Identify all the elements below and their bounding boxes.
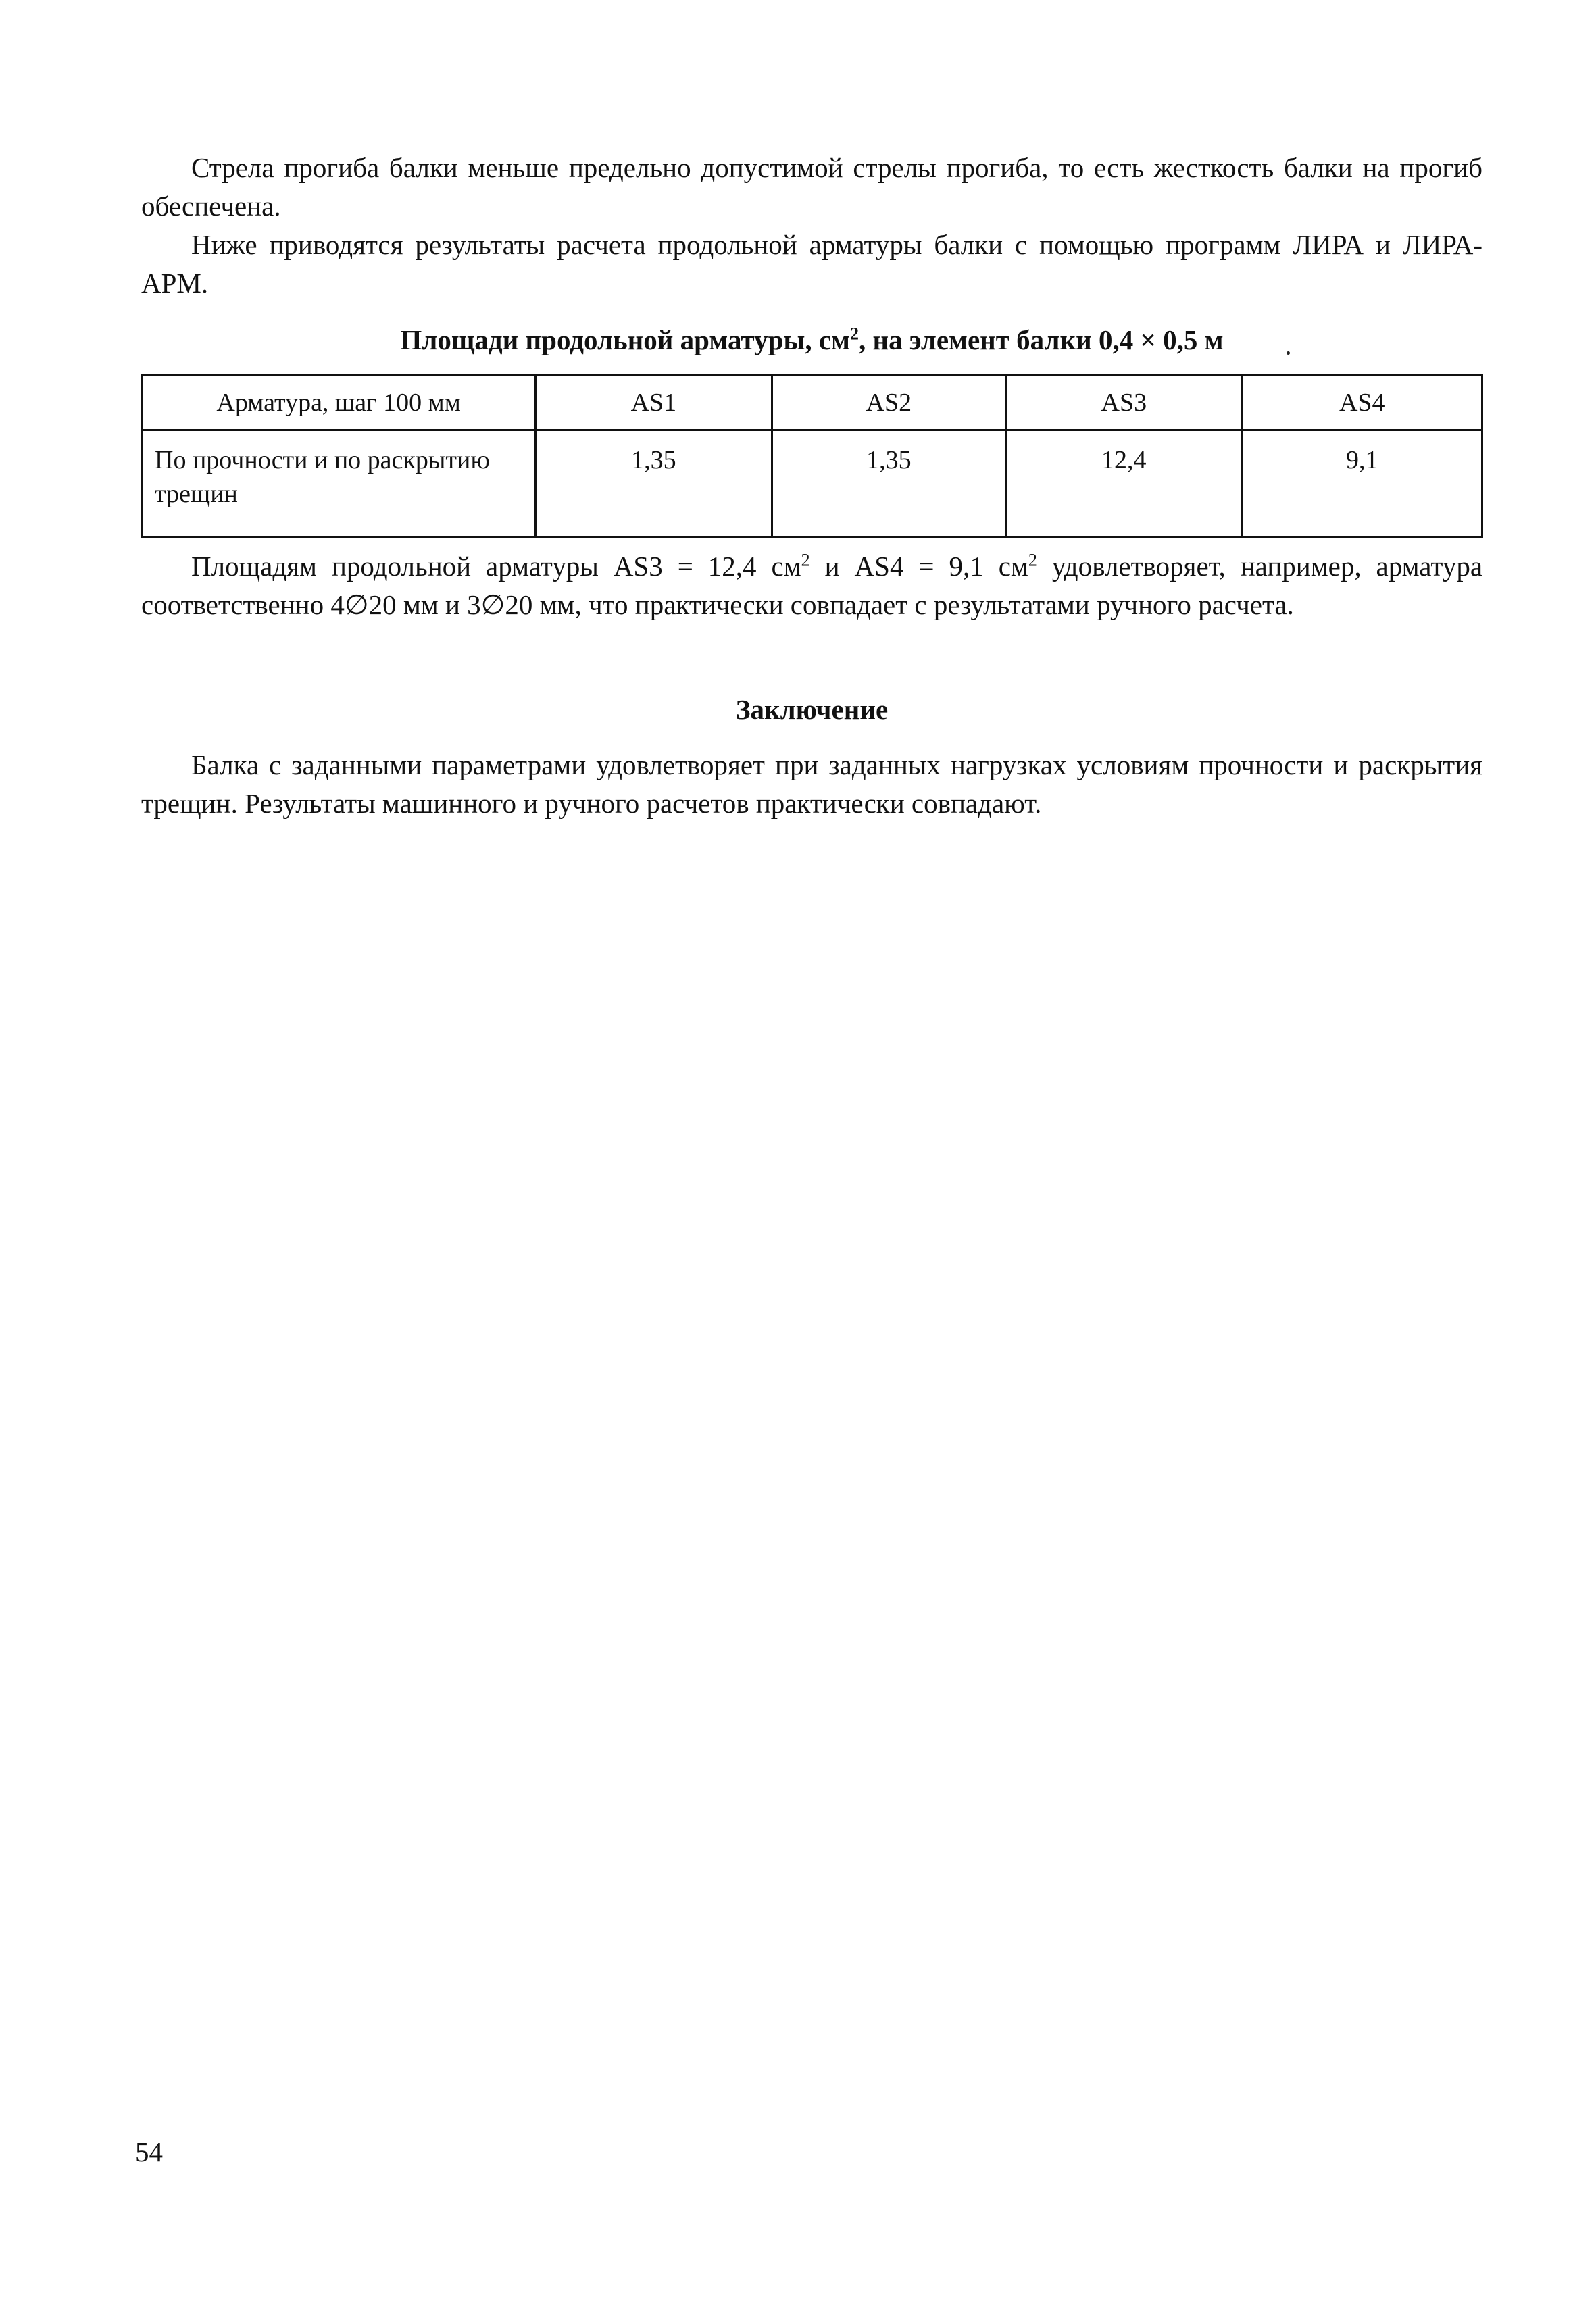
paragraph-deflection: Стрела прогиба балки меньше предельно допустимой стрелы прогиба, то есть жесткость балки на прогиб обеспечена.: [141, 152, 1482, 222]
table-cell: 12,4: [1006, 430, 1242, 538]
paragraph-conclusion: Балка с заданными параметрами удовлетворяет при заданных нагрузках условиям прочности и раскрытия трещин. Результаты машинного и ручного расчетов практически совпадают.: [141, 749, 1482, 819]
table-header-cell: Арматура, шаг 100 мм: [142, 376, 536, 430]
table-row: [142, 430, 1482, 538]
superscript: 2: [1028, 550, 1037, 570]
superscript: 2: [801, 550, 810, 570]
stray-dot-mark: [1287, 351, 1290, 355]
table-title-part1: Площади продольной арматуры, см: [400, 324, 850, 355]
table-title-part2: , на элемент балки 0,4 × 0,5 м: [858, 324, 1224, 355]
table-header-cell: AS1: [536, 376, 772, 430]
table-cell: 1,35: [772, 430, 1005, 538]
paragraph-areas-part1: Площадям продольной арматуры AS3 = 12,4 см: [191, 551, 801, 582]
table-header-row: [142, 376, 1482, 430]
table-title-superscript: 2: [849, 324, 859, 344]
table-header-cell: AS4: [1242, 376, 1482, 430]
table-row-label: По прочности и по раскрытию трещин: [142, 430, 536, 538]
table-cell: 9,1: [1242, 430, 1482, 538]
paragraph-areas: [141, 547, 1482, 624]
table-header-cell: AS2: [772, 376, 1005, 430]
paragraph-lira-intro: Ниже приводятся результаты расчета продольной арматуры балки с помощью программ ЛИРА и ЛИРА-АРМ.: [141, 229, 1482, 299]
page-number: 54: [135, 2136, 163, 2167]
paragraph-areas-part2: и AS4 = 9,1 см: [809, 551, 1028, 582]
table-cell: 1,35: [536, 430, 772, 538]
conclusion-heading: Заключение: [735, 694, 889, 725]
reinforcement-table: [141, 374, 1483, 538]
paragraph-areas-part3: удовлетворяет, например, арматура соответственно 4∅20 мм и 3∅20 мм, что практически совпадает с результатами ручного расчета.: [141, 551, 1483, 620]
table-title: [141, 323, 1482, 357]
table-header-cell: AS3: [1006, 376, 1242, 430]
